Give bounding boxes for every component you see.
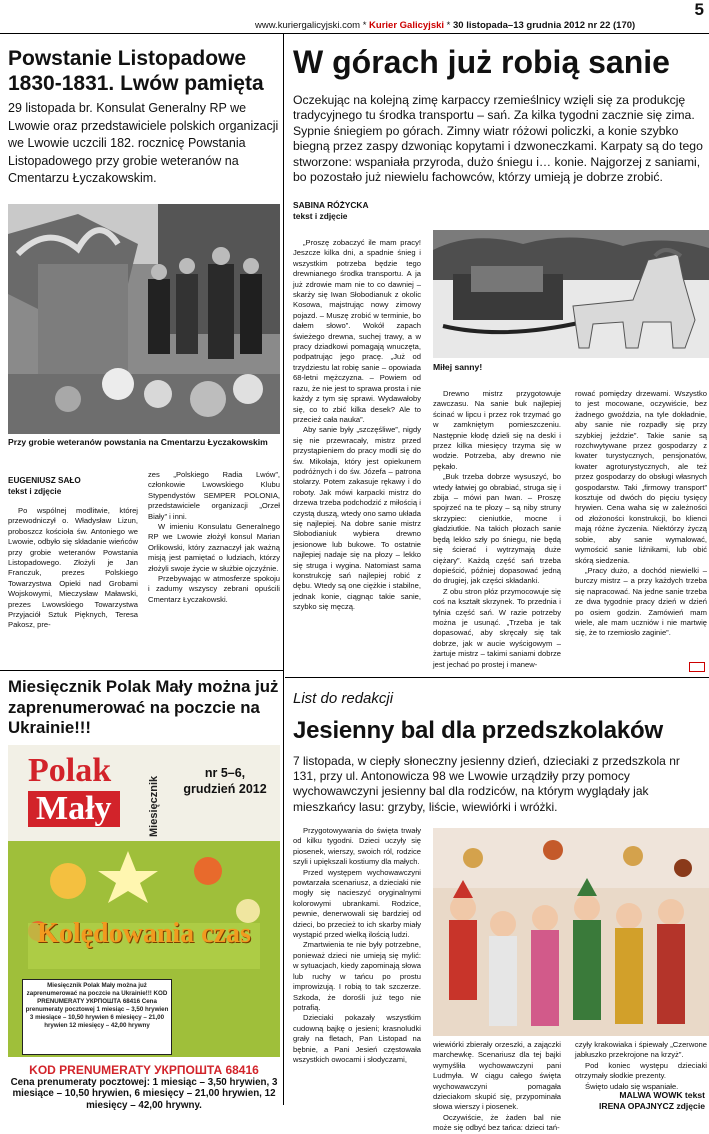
article-title: W górach już robią sanie <box>293 44 670 80</box>
text-column <box>575 389 707 639</box>
article-title: Powstanie Listopadowe 1830-1831. Lwów pamięta <box>8 47 264 95</box>
photo-caption: Przy grobie weteranów powstania na Cmentarzu Łyczakowskim <box>8 437 268 447</box>
site-url[interactable]: www.kuriergalicyjski.com <box>255 20 361 31</box>
sleigh-photo <box>433 230 709 358</box>
paragraph: W imieniu Konsulatu Generalnego RP we Lwowie złożył konsul Marian Orlikowski, który zaznaczył jak ważną misją jest pamiętać o ludziach, którzy złożyli swoje życie w służbie ojczyźnie. <box>148 522 280 573</box>
page-header <box>0 0 709 32</box>
text-column <box>293 238 421 613</box>
text-column <box>293 826 421 1065</box>
article-lead: 29 listopada br. Konsulat Generalny RP we Lwowie oraz przedstawiciele polskich organizacji we Lwowie uczcili 182. rocznicę Powstania Listopadowego przy grobie weteranów na Cmentarzu Łyczakowskim. <box>8 101 279 185</box>
cover-logo-polak: Polak <box>28 752 112 789</box>
author-role: tekst i zdjęcie <box>293 211 348 221</box>
paragraph: Przebywając w atmosferze spokoju i zadumy wszyscy zebrani opuścili Cmentarz Łyczakowski. <box>148 574 280 604</box>
author-role: tekst i zdjęcie <box>8 487 62 496</box>
paragraph: Aby sanie były „szczęśliwe”, nigdy się nie przewracały, mistrz przed przystąpieniem do pracy modli się do św. Mikołaja, który jest opiekunem podróżnych i do św. Józefa – patrona stolarzy. Potem zakasuje rękawy i do roboty. Jak mówi karpacki mistrz do drzewa trzeba podchodzić z miłością i czystą duszą, wtedy ono samo układa się najlepiej. Na dobre sanie mistrz Słobodianiuk wybiera drewno jesionowe lub bukowe. To ostatnie najlepiej nadaje się na płozy – lekko się struga i wygina. Natomiast sama konstrukcję sań najlepiej robić z dębu. Wtedy są one ciężkie i stabilne, jednak konie, ciągnąc takie sanie, szybko się męczą. <box>293 425 421 612</box>
paragraph: zes „Polskiego Radia Lwów”, członkowie Lwowskiego Klubu Stypendystów SEMPER POLONIA, przedstawiciele organizacji „Orzeł Biały” i inni. <box>148 470 280 521</box>
kindergarten-photo-image <box>433 828 709 1036</box>
author-name: EUGENIUSZ SAŁO <box>8 476 81 485</box>
sleigh-photo-image <box>433 230 709 358</box>
text-column <box>575 1040 707 1092</box>
cover-issue: nr 5–6, grudzień 2012 <box>183 766 267 796</box>
cover-logo-maly: Mały <box>28 791 120 827</box>
magazine-cover-image <box>8 745 280 1057</box>
cover-info-box: Miesięcznik Polak Mały można już zaprenumerować na poczcie na Ukrainie!!! KOD PRENUMERATY УКРПОШТА 68416 Cena prenumeraty pocztowej 1 miesiąc – 3,50 hrywien 3 miesiące – 10,50 hrywien 6 miesięcy – 21,00 hrywien 12 miesięcy – 42,00 hrywny <box>22 979 172 1055</box>
promo-polak-maly <box>0 670 284 1111</box>
paragraph: „Proszę zobaczyć ile mam pracy! Jeszcze kilka dni, a spadnie śnieg i wszystkim potrzeba będzie tego drewnianego środka transportu. A ja już zdrowie mam nie to co dawniej – skarży się Iwan Słobodianuk z okolic Kosowa, majstrując nowy zimowy pojazd. – Muszę zrobić w terminie, bo dałem słowo”. Wokół zapach świeżego drewna, suchej trawy, a w pracy dziadkowi pomagają wnuczęta, podpatrując jego pracę. „Już od trzydziestu lat robię sanie – opowiada 68-letni mężczyzna. – Powiem od razu, że nie jest to sprawa prosta i nie każdy z tym się sprawi. Wydawałoby się, co to zbić kilka desek? Ale to przecież cała nauka”. <box>293 238 421 424</box>
paragraph: Dzieciaki pokazały wszystkim cudowną bajkę o jesieni; krasnoludki grały na fletach, Pan Listopad na bębnie, a Pani Jesień częstowała wszystkich owocami i słodyczami, <box>293 1013 421 1064</box>
cover-vertical-label: Miesięcznik <box>148 775 160 837</box>
promo-title: Miesięcznik Polak Mały można już zaprenumerować na poczcie na Ukrainie!!! <box>8 677 279 737</box>
paragraph: Zmartwienia te nie były potrzebne, ponieważ dzieci nie umieją się mylić: w sytuacjach, kiedy zapominają słowa lub ruchy w tańcu po prostu improwizują. I robią to tak szczerze. Szkoda, że dorośli już tego nie potrafią. <box>293 940 421 1012</box>
end-mark <box>689 662 705 672</box>
text-column <box>433 389 561 670</box>
paragraph: czyły krakowiaka i śpiewały „Czerwone jabłuszko przekrojone na krzyż”. <box>575 1040 707 1060</box>
paragraph: Przygotowywania do święta trwały od kilku tygodni. Dzieci uczyły się piosenek, wierszy, swoich ról, rodzice szyli i upiększali kostiumy dla małych. <box>293 826 421 867</box>
article-lead: 7 listopada, w ciepły słoneczny jesienny dzień, dzieciaki z przedszkola nr 131, przy ul. Antonowicza 98 we Lwowie urządziły przy pomocy wychowawczyni jesienny bal dla rodziców, na którym wyglądały jak mieszkańcy lasu: grzyby, liście, wiewiórki i wróżki. <box>293 754 680 814</box>
text-column <box>433 1040 561 1134</box>
cemetery-photo <box>8 204 280 434</box>
paper-name: Kurier Galicyjski <box>369 20 445 31</box>
article-bal <box>285 677 709 1133</box>
paragraph: Święto udało się wspaniałe. <box>585 1081 679 1091</box>
page-number: 5 <box>694 0 704 19</box>
paragraph: „Pracy dużo, a dochód niewielki – burczy mistrz – a przy każdych trzeba się napracować. Na jedne sanie trzeba ze dwa tygodnie pracy dzień w dzień po osiem godzin. Zamówień mam wiele, ale mam uczniów i nie martwię się, że to rzemiosło zaginie”. <box>575 565 707 638</box>
signature-photo: IRENA OPAJNYCZ zdjęcie <box>598 1101 705 1111</box>
photo-caption: Miłej sanny! <box>433 362 483 372</box>
separator: * <box>362 20 367 31</box>
issue-info: 30 listopada–13 grudnia 2012 nr 22 (170) <box>453 20 636 31</box>
article-powstanie <box>0 34 284 670</box>
subscription-code: KOD PRENUMERATY УКРПОШТА 68416 <box>29 1063 259 1077</box>
cemetery-photo-image <box>8 204 280 434</box>
paragraph: Pod koniec występu dzieciaki otrzymały słodkie prezenty. <box>575 1060 707 1081</box>
paragraph: rować pomiędzy drzewami. Wszystko to jest mocowane, oczywiście, bez żadnego gwoździa, na tyle dokładnie, aby sanie nie rozpadły się przy szybkiej jeździe”. Takie sanie są rozchwytywane przez gospodarzy z kwater turystycznych, pensjonatów, kwater agroturystycznych, ale też przez gospodarzy do obsługi własnych gospodarstw. Taki „firmowy transport” kosztuje od dwóch do pięciu tysięcy hrywien. Cena waha się w zależności od złożoności konstrukcji, bo klienci mają różne życzenia. Niektórzy życzą sobie, aby sanie wymalować, wymościć sanie liźnikami, lub obić skórą siedzenia. <box>575 389 707 565</box>
signature-text: MALWA WOWK tekst <box>619 1090 705 1100</box>
running-head <box>255 20 635 31</box>
subscription-prices: Cena prenumeraty pocztowej: 1 miesiąc – 3,50 hrywien, 3 miesiące – 10,50 hrywien, 6 miesięcy – 21,00 hrywien, 12 miesięcy – 42,00 hrywny. <box>10 1077 278 1111</box>
paragraph: wiewiórki zbierały orzeszki, a zajączki marchewkę. Scenariusz dla tej bajki wymyśliła wychowawczyni pani Ludmyła. W ciągu całego święta wychowawczyni pomagała dzieciakom skupić się, przypominała słowa wierszy i piosenek. <box>433 1040 561 1112</box>
paragraph: Oczywiście, że żaden bal nie może się odbyć bez tańca: dzieci tań- <box>433 1112 561 1133</box>
article-sanie <box>285 34 709 674</box>
paragraph: Drewno mistrz przygotowuje zawczasu. Na sanie buk najlepiej ścinać w lipcu i przez rok trzymać go w zamkniętym pomieszczeniu. Następnie kłodę dzieli się na deski i przez kilka miesięcy trzyma się w wodzie. Potrzeba, aby drewno nie pękało. <box>433 389 561 471</box>
article-kicker: List do redakcji <box>293 690 394 707</box>
paragraph: „Buk trzeba dobrze wysuszyć, bo wtedy łatwiej go obrabiać, struga się i zbija – mówi pan Iwan. – Proszę spojrzeć na te płozy – są niby struny skrzypiec: cieniutkie, mocne i gładziutkie. Na takich płozach sanie będą lekko szły po śniegu, nie będą się ścierać i wytrzymają duże ciężary”. Każdą część sań trzeba dopieścić, później dopasować jedną do drugiej, jak części składanki. <box>433 472 561 586</box>
author-name: SABINA RÓŻYCKA <box>293 200 369 210</box>
separator: * <box>446 20 451 31</box>
article-lead: Oczekując na kolejną zimę karpaccy rzemieślnicy wzięli się za produkcję tradycyjnego tu środka transportu – sań. Za kilka tygodni zacznie się zima. Sypnie śniegiem po górach. Zimny wiatr różowi policzki, a konie szybko biegną przez zaspy dzwoniąc kopytami i dzwoneczkami. Karpaty są do tego stworzone: wspaniała przyroda, dużo śniegu i… konie. Najgorzej z saniami, bo pozostało już niewielu fachowców, którzy umieją je dobrze zrobić. <box>293 93 703 185</box>
kindergarten-photo <box>433 828 709 1036</box>
text-column <box>148 470 280 605</box>
text-column <box>8 506 138 631</box>
paragraph: Przed występem wychowawczyni powtarzała scenariusz, a dzieciaki nie mogły się nacieszyć oryginalnymi kolorowymi ubrankami. Rodzice, pewnie, denerwowali się bardziej od dzieci, bo przecież to ich skarby miały wystąpić przed wielką ilością ludzi. <box>293 867 421 940</box>
cover-banner: Kolędowania czas <box>37 918 251 949</box>
paragraph: Po wspólnej modlitwie, której przewodniczył o. Władysław Lizun, proboszcz kościoła św. Antoniego we Lwowie, odbyło się składanie wieńców przy grobie weteranów Powstania Listopadowego. Złożyli je Jan Franczuk, prezes Polskiego Towarzystwa Opieki nad Grobami Wojskowymi, Mieczysław Maławski, prezes Lwowskiego Towarzystwa Przyjaciół Sztuk Pięknych, Teresa Pakosz, pre- <box>8 506 138 630</box>
article-title: Jesienny bal dla przedszkolaków <box>293 717 663 744</box>
paragraph: Z obu stron płóz przymocowuje się coś na kształt skrzynek. To przednia i tylnia część sań. W razie potrzeby można je usunąć. „Trzeba je tak dopasować, aby skręcały się tak dobrze, jak w aucie wyścigowym – żartuje mistrz – takimi saniami dobrze jest jechać po prostej i manew- <box>433 586 561 669</box>
